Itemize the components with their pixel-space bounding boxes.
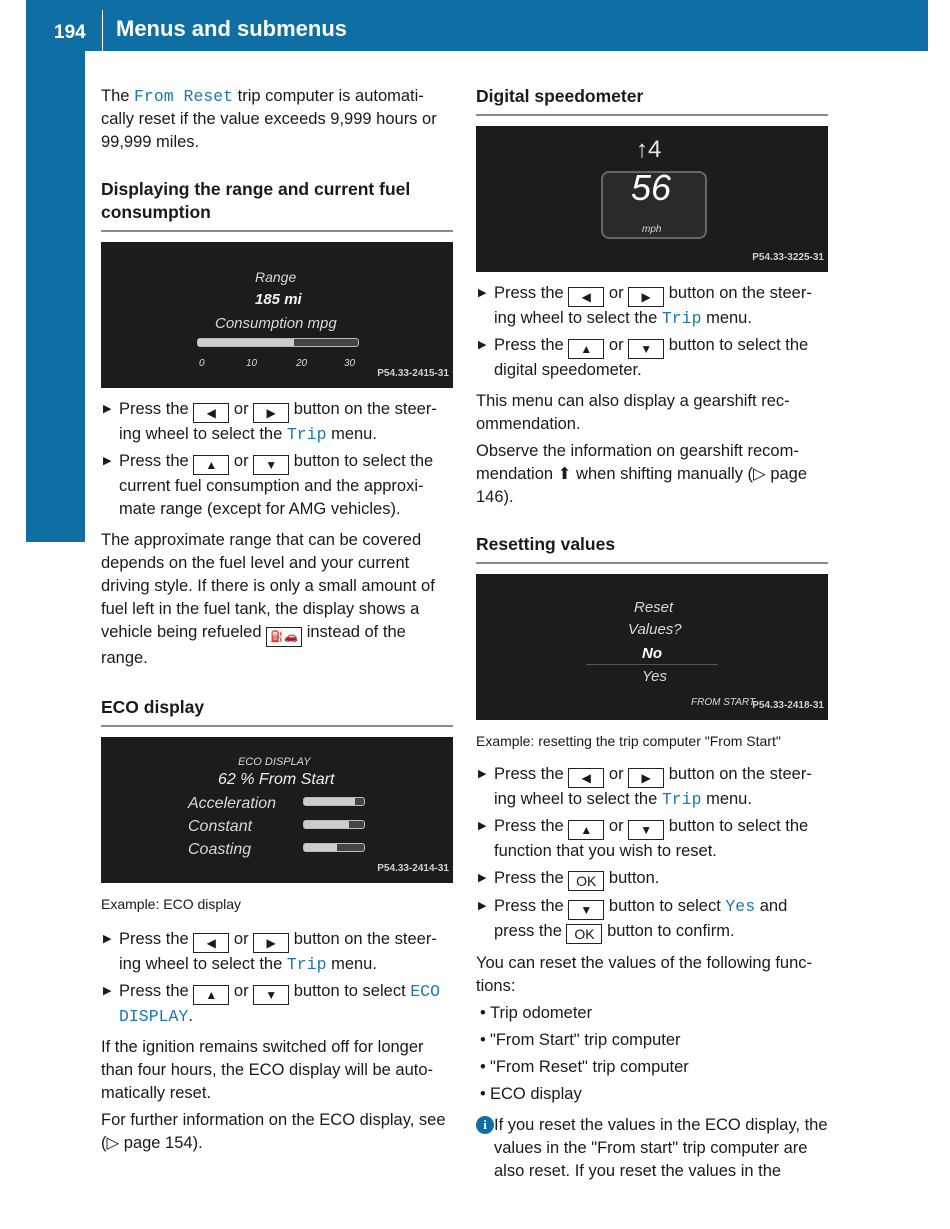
- step-item: ▶ Press the ▼ button to select Yes and press the OK button to confirm.: [478, 897, 788, 942]
- up-arrow-key: ▲: [568, 820, 604, 840]
- right-column: [476, 85, 828, 1187]
- gearshift-observe-paragraph: Observe the information on gearshift recom-mendation ⬆ when shifting manually (▷ page 146).: [476, 442, 808, 506]
- up-arrow-key: ▲: [193, 455, 229, 475]
- right-arrow-key: ▶: [253, 933, 289, 953]
- page-number: 194: [54, 22, 86, 43]
- ok-key: OK: [568, 871, 604, 891]
- list-item: • "From Reset" trip computer: [480, 1058, 689, 1076]
- step-item: ▶ Press the ▲ or ▼ button to select the digital speedometer.: [478, 336, 809, 379]
- range-heading: Displaying the range and current fuel consumption: [101, 178, 453, 232]
- constant-bar: [303, 820, 365, 829]
- reset-functions-paragraph: You can reset the values of the following func-tions:: [476, 954, 813, 995]
- fuel-pump-car-icon: ⛽🚗: [266, 627, 302, 647]
- eco-heading: ECO display: [101, 696, 453, 727]
- header-divider: [102, 10, 103, 51]
- range-display-image: Range 185 mi Consumption mpg 0 10 20 30 P54.33-2415-31: [101, 242, 453, 388]
- speedometer-heading: Digital speedometer: [476, 85, 828, 116]
- up-arrow-key: ▲: [568, 339, 604, 359]
- right-arrow-key: ▶: [253, 403, 289, 423]
- step-item: ▶ Press the ◀ or ▶ button on the steer-ing wheel to select the Trip menu.: [478, 284, 812, 328]
- down-arrow-key: ▼: [628, 339, 664, 359]
- step-item: ▶ Press the ◀ or ▶ button on the steer-ing wheel to select the Trip menu.: [103, 400, 437, 444]
- eco-reference-paragraph: For further information on the ECO display, see (▷ page 154).: [101, 1111, 446, 1152]
- speedometer-image: ↑4 56 mph P54.33-3225-31: [476, 126, 828, 272]
- up-arrow-key: ▲: [193, 985, 229, 1005]
- left-arrow-key: ◀: [193, 933, 229, 953]
- reset-display-image: Reset Values? No Yes FROM START P54.33-2418-31: [476, 574, 828, 720]
- left-arrow-key: ◀: [568, 768, 604, 788]
- acceleration-bar: [303, 797, 365, 806]
- reset-caption: Example: resetting the trip computer "From Start": [476, 733, 781, 749]
- eco-caption: Example: ECO display: [101, 896, 242, 912]
- step-item: ▶ Press the ◀ or ▶ button on the steer-ing wheel to select the Trip menu.: [103, 930, 437, 974]
- coasting-bar: [303, 843, 365, 852]
- step-item: ▶ Press the ▲ or ▼ button to select ECO DISPLAY.: [103, 982, 440, 1026]
- left-arrow-key: ◀: [193, 403, 229, 423]
- down-arrow-key: ▼: [628, 820, 664, 840]
- side-tab-label: On-board computer and displays: [56, 111, 83, 488]
- page-title: Menus and submenus: [116, 16, 348, 41]
- resetting-heading: Resetting values: [476, 533, 828, 564]
- step-item: ▶ Press the ▲ or ▼ button to select the function that you wish to reset.: [478, 817, 809, 860]
- left-arrow-key: ◀: [568, 287, 604, 307]
- step-item: ▶ Press the ◀ or ▶ button on the steer-ing wheel to select the Trip menu.: [478, 765, 812, 809]
- gearshift-paragraph: This menu can also display a gearshift rec-ommendation.: [476, 392, 790, 433]
- step-item: ▶ Press the OK button.: [478, 869, 660, 889]
- consumption-bar: [197, 338, 359, 347]
- down-arrow-key: ▼: [568, 900, 604, 920]
- eco-reset-paragraph: If the ignition remains switched off for longer than four hours, the ECO display will be auto-matically reset.: [101, 1038, 434, 1102]
- left-column: [101, 85, 453, 1159]
- eco-display-image: ECO DISPLAY 62 % From Start Acceleration Constant Coasting P54.33-2414-31: [101, 737, 453, 883]
- list-item: • Trip odometer: [480, 1004, 593, 1022]
- down-arrow-key: ▼: [253, 985, 289, 1005]
- page-header: [26, 0, 928, 51]
- list-item: • ECO display: [480, 1085, 582, 1103]
- intro-paragraph: The From Reset trip computer is automati-cally reset if the value exceeds 9,999 hours or 99,999 miles.: [101, 87, 437, 151]
- right-arrow-key: ▶: [628, 768, 664, 788]
- info-icon: i: [476, 1116, 494, 1134]
- range-paragraph: The approximate range that can be covered depends on the fuel level and your current driving style. If there is only a small amount of fuel left in the fuel tank, the display shows a vehicle being refueled ⛽🚗 instead of the range.: [101, 531, 435, 667]
- list-item: • "From Start" trip computer: [480, 1031, 681, 1049]
- right-arrow-key: ▶: [628, 287, 664, 307]
- from-reset-term: From Reset: [134, 87, 234, 106]
- ok-key: OK: [566, 924, 602, 944]
- down-arrow-key: ▼: [253, 455, 289, 475]
- step-item: ▶ Press the ▲ or ▼ button to select the current fuel consumption and the approxi-mate range (except for AMG vehicles).: [103, 452, 434, 518]
- info-note: i If you reset the values in the ECO display, the values in the "From start" trip computer are also reset. If you reset the values in the: [476, 1114, 828, 1183]
